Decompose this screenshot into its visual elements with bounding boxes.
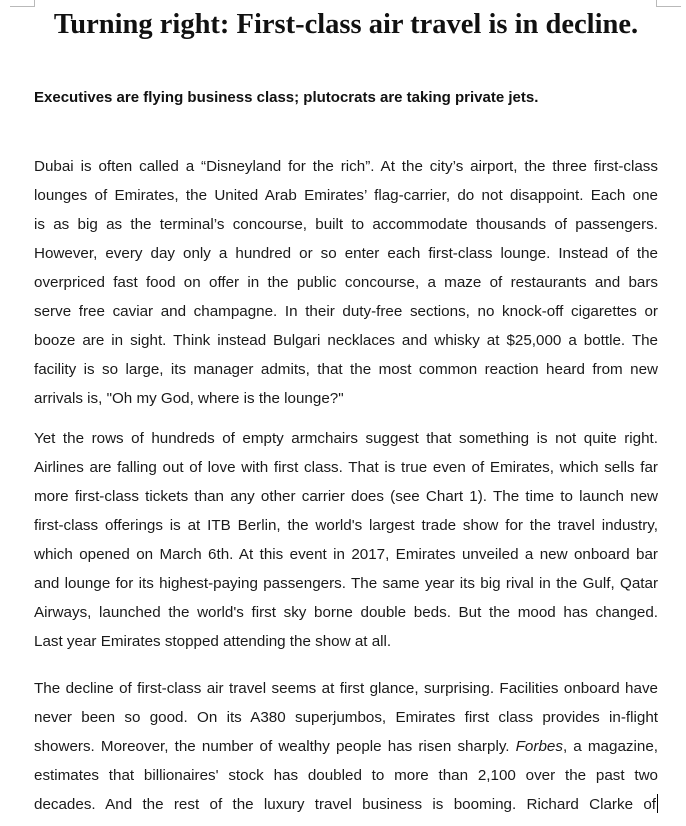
paragraph-3: [34, 674, 658, 819]
page-corner-mark-left: [10, 0, 35, 7]
paragraph-line: facility is so large, its manager admits, that the most common reaction heard from new: [34, 361, 658, 378]
paragraph-line: Last year Emirates stopped attending the show at all.: [34, 633, 392, 650]
paragraph-line: Airways, launched the world's first sky borne double beds. But the mood has changed.: [34, 604, 658, 621]
paragraph-line: Yet the rows of hundreds of empty armchairs suggest that something is not quite right.: [34, 430, 658, 447]
paragraph-line: first-class offerings is at ITB Berlin, the world's largest trade show for the travel industry,: [34, 517, 658, 534]
paragraph-2: [34, 424, 658, 656]
paragraph-line: arrivals is, "Oh my God, where is the lounge?": [34, 390, 344, 407]
paragraph-line: which opened on March 6th. At this event in 2017, Emirates unveiled a new onboard bar: [34, 546, 658, 563]
paragraph-line: Dubai is often called a “Disneyland for the rich”. At the city’s airport, the three first-class: [34, 158, 658, 175]
paragraph-line: never been so good. On its A380 superjumbos, Emirates first class provides in-flight: [34, 709, 658, 726]
text-cursor: [657, 794, 658, 813]
paragraph-line-last[interactable]: [34, 790, 658, 819]
article-subtitle: Executives are flying business class; plutocrats are taking private jets.: [34, 89, 539, 106]
paragraph-line: Airlines are falling out of love with first class. That is true even of Emirates, which sells far: [34, 459, 658, 476]
paragraph-line: overpriced fast food on offer in the public concourse, a maze of restaurants and bars: [34, 274, 658, 291]
article-title: Turning right: First-class air travel is in decline.: [53, 9, 639, 40]
paragraph-line: serve free caviar and champagne. In their duty-free sections, no knock-off cigarettes or: [34, 303, 658, 320]
paragraph-line-with-italic: [34, 732, 658, 761]
paragraph-line: lounges of Emirates, the United Arab Emirates’ flag-carrier, do not disappoint. Each one: [34, 187, 658, 204]
paragraph-line: estimates that billionaires' stock has doubled to more than 2,100 over the past two: [34, 767, 658, 784]
paragraph-line: more first-class tickets than any other carrier does (see Chart 1). The time to launch new: [34, 488, 658, 505]
paragraph-1: [34, 152, 658, 413]
paragraph-line: However, every day only a hundred or so enter each first-class lounge. Instead of the: [34, 245, 658, 262]
paragraph-line-text: decades. And the rest of the luxury travel business is booming. Richard Clarke of: [34, 796, 656, 813]
paragraph-line-text: showers. Moreover, the number of wealthy people has risen sharply.: [34, 738, 510, 755]
paragraph-line-text: , a magazine,: [562, 738, 658, 755]
publication-name: Forbes: [515, 738, 563, 755]
paragraph-line: and lounge for its highest-paying passengers. The same year its big rival in the Gulf, Qatar: [34, 575, 658, 592]
paragraph-line: is as big as the terminal’s concourse, built to accommodate thousands of passengers.: [34, 216, 658, 233]
paragraph-line: The decline of first-class air travel seems at first glance, surprising. Facilities onboard have: [34, 680, 658, 697]
paragraph-line: booze are in sight. Think instead Bulgari necklaces and whisky at $25,000 a bottle. The: [34, 332, 658, 349]
page-corner-mark-right: [656, 0, 681, 7]
